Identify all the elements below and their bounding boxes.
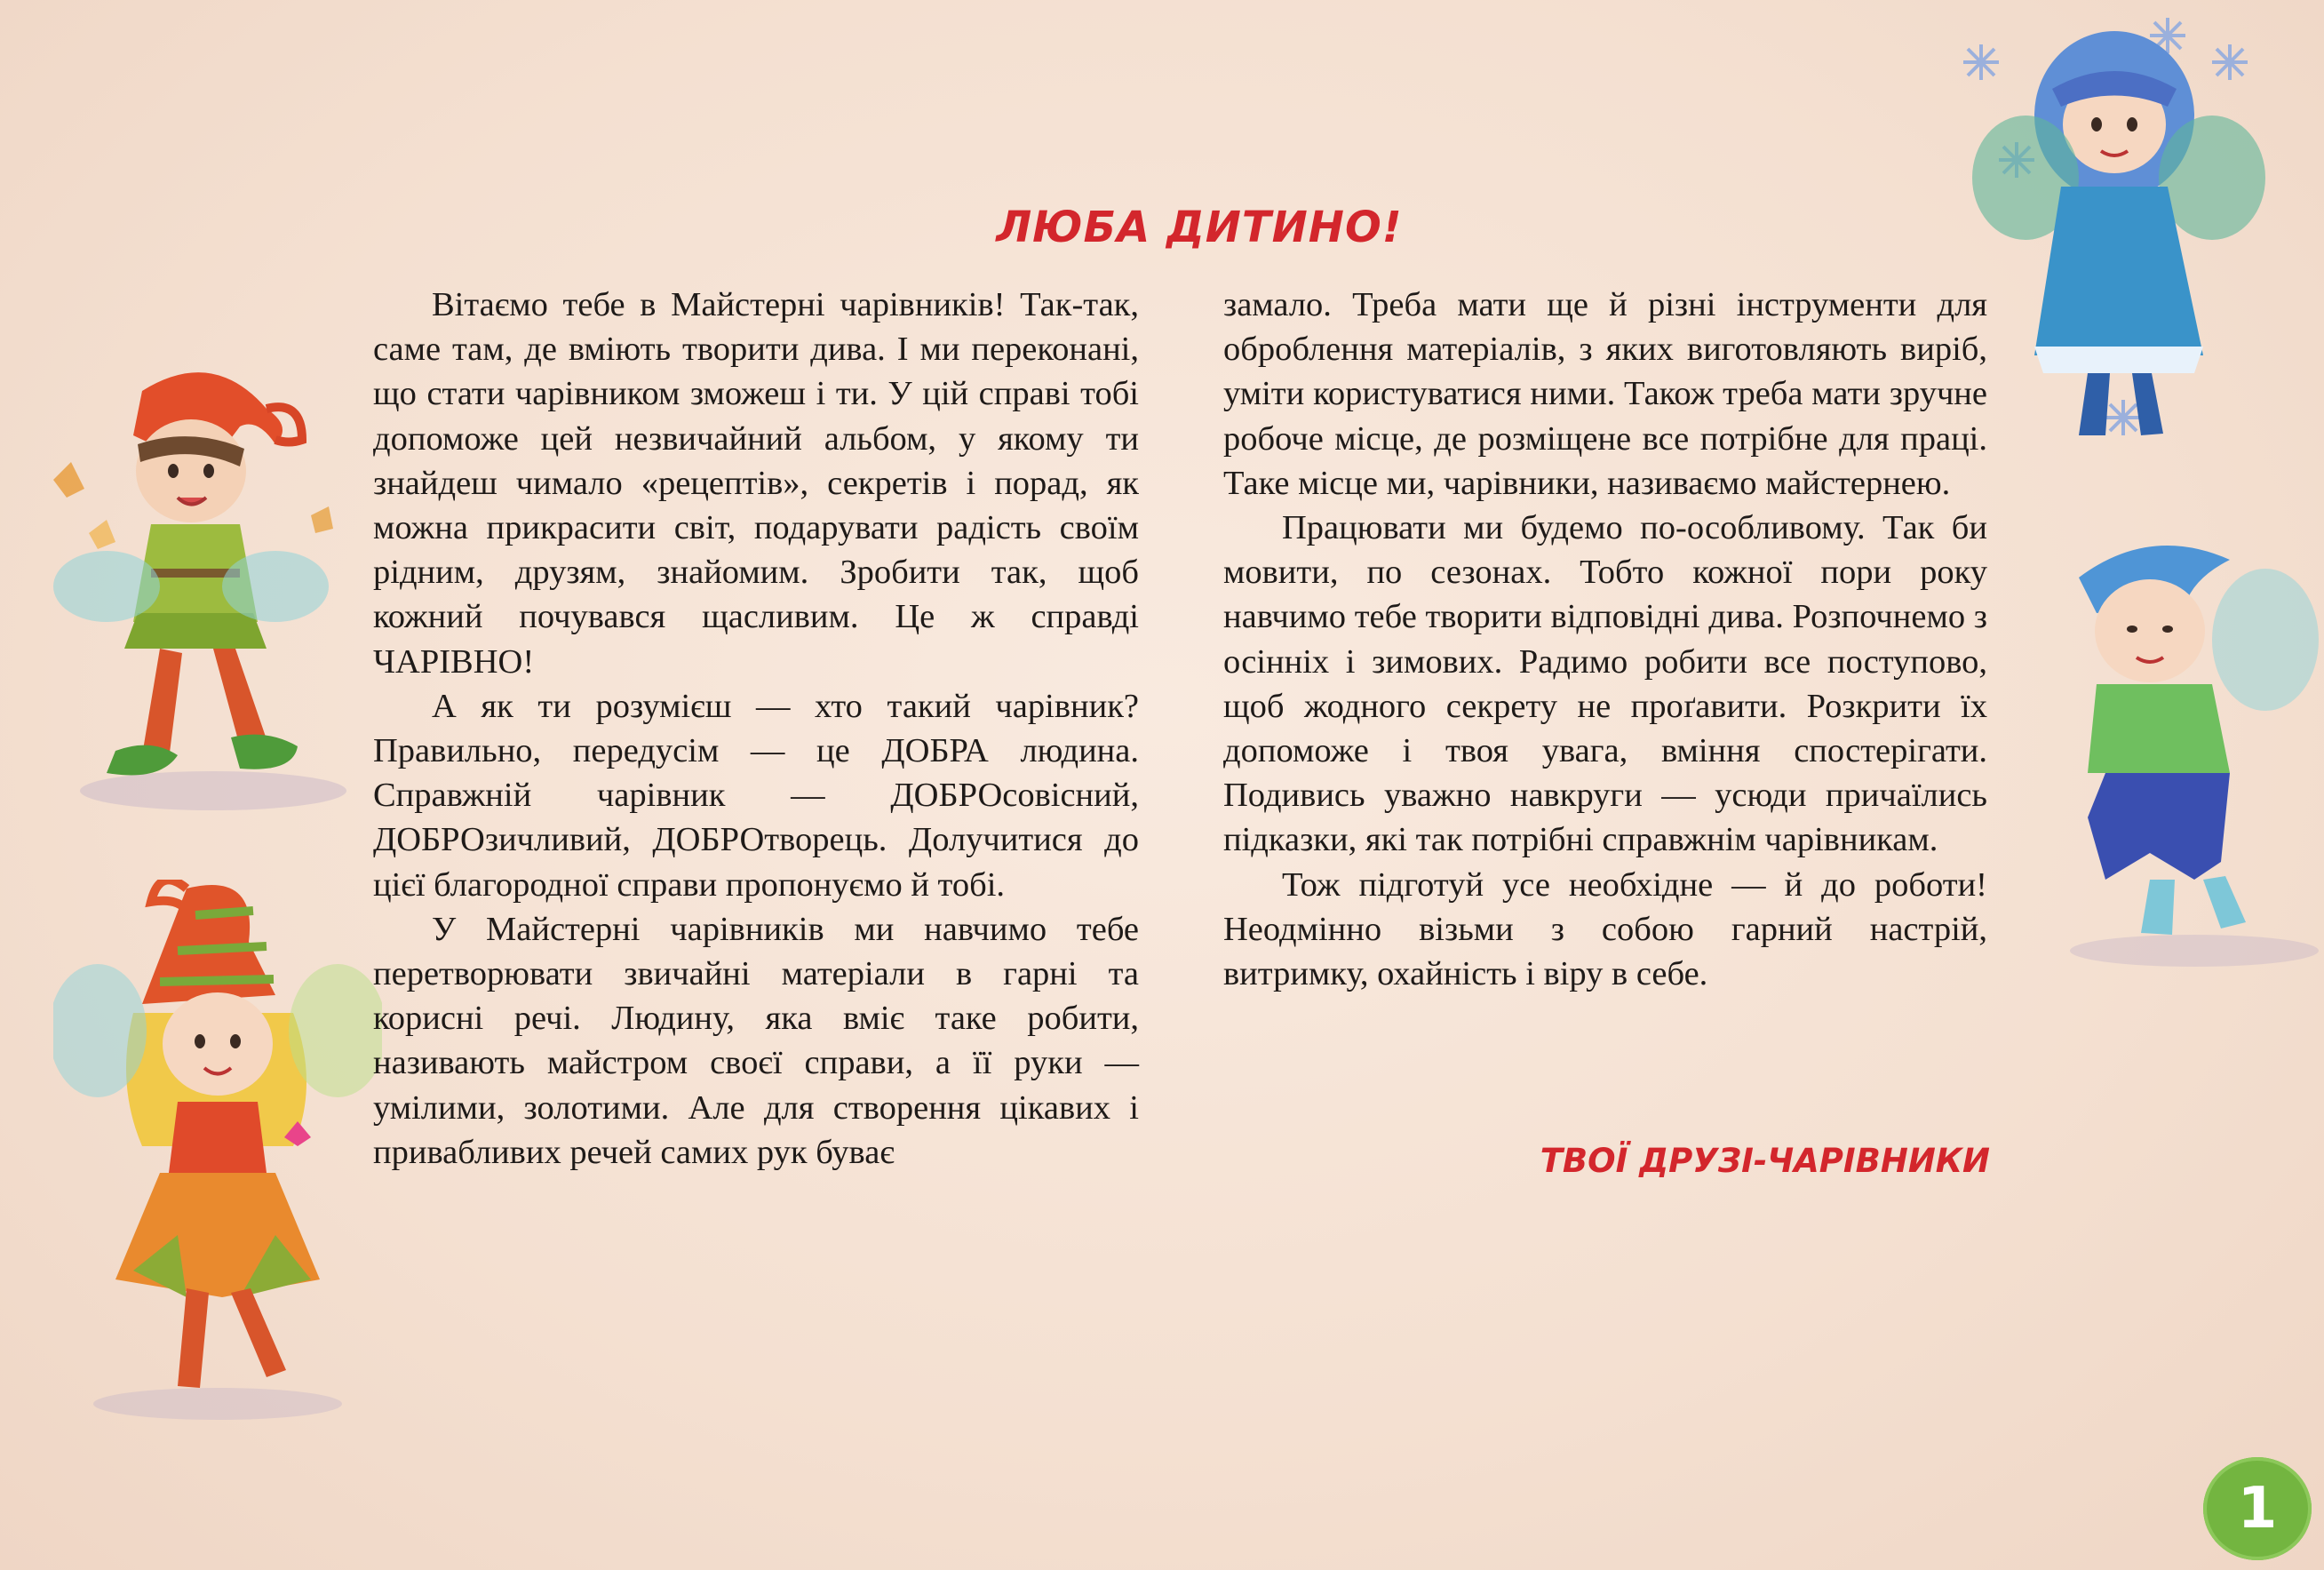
signature: ТВОЇ ДРУЗІ-ЧАРІВНИКИ [1540,1142,1990,1180]
paragraph: замало. Треба мати ще й різні інструменти для оброблення матеріалів, з яких виготовляють виріб, уміти користуватися ними. Також треба мати зручне робоче місце, де розміщене все потрібне для праці. Таке місце ми, чарівники, називаємо майстернею. [1223,286,1987,502]
paragraph: Працювати ми будемо по-особливому. Так би мовити, по сезонах. Тобто кожної пори року навчимо тебе творити відповідні дива. Розпочнемо з осінніх і зимових. Радимо робити все поступово, щоб жодного секрету не проґавити. Розкрити їх допоможе і твоя увага, вміння спостерігати. Подивись уважно навкруги — усюди причаїлись підказки, які так потрібні справжнім чарівникам. [1223,509,1987,859]
left-text-column [373,283,1139,1175]
winter-elf-illustration [2017,524,2324,968]
right-text-column [1223,283,1987,996]
page-title: ЛЮБА ДИТИНО! [996,203,1403,252]
paragraph: Тож підготуй усе необхідне — й до роботи! Неодмінно візьми з собою гарний настрій, витримку, охайність і віру в себе. [1223,865,1987,993]
autumn-fairy-girl-illustration [53,880,382,1422]
page-number-badge: 1 [2203,1457,2312,1560]
paragraph: У Майстерні чарівників ми навчимо тебе перетворювати звичайні матеріали в гарні та корисні речі. Людину, яка вміє таке робити, називають майстром своєї справи, а її руки — умілими, золотими. Але для створення цікавих і привабливих речей самих рук буває [373,910,1139,1171]
paragraph: А як ти розумієш — хто такий чарівник? Правильно, передусім — це ДОБРА людина. Справжній чарівник — ДОБРОсовісний, ДОБРОзичливий, ДОБРОтворець. Долучитися до цієї благородної справи пропонуємо й тобі. [373,687,1139,904]
autumn-elf-boy-illustration [36,355,373,817]
paragraph: Вітаємо тебе в Майстерні чарівників! Так-так, саме там, де вміють творити дива. І ми переконані, що стати чарівником зможеш і ти. У цій справі тобі допоможе цей незвичайний альбом, у якому ти знайдеш чимало «рецептів», секретів і порад, як можна прикрасити світ, подарувати радість своїм рідним, друзям, знайомим. Зробити так, щоб кожний почувався щасливим. Це ж справді ЧАРІВНО! [373,286,1139,681]
